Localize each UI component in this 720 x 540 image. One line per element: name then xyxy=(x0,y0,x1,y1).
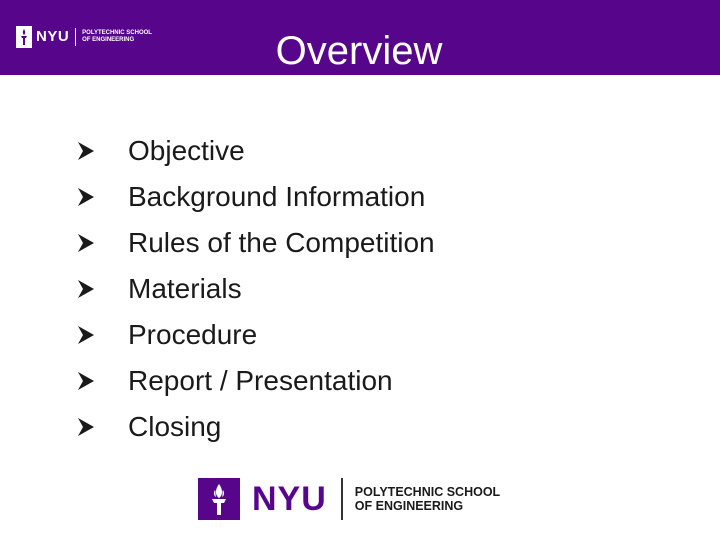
nyu-torch-icon xyxy=(198,478,240,520)
arrowhead-bullet-icon xyxy=(76,141,96,161)
header-logo-school-line1: POLYTECHNIC SCHOOL xyxy=(82,30,152,36)
bullet-label: Background Information xyxy=(128,181,426,212)
footer-logo-school-line1: POLYTECHNIC SCHOOL xyxy=(354,485,501,499)
bullet-label: Report / Presentation xyxy=(128,365,393,396)
bullet-item xyxy=(76,358,435,404)
arrowhead-bullet-icon xyxy=(76,279,96,299)
bullet-label: Materials xyxy=(128,273,242,304)
bullet-label: Objective xyxy=(128,135,245,166)
arrowhead-bullet-icon xyxy=(76,371,96,391)
arrowhead-bullet-icon xyxy=(76,233,96,253)
arrowhead-bullet-icon xyxy=(76,417,96,437)
bullet-list xyxy=(76,128,435,450)
footer-logo-school-line2: OF ENGINEERING xyxy=(354,499,464,513)
bullet-label: Rules of the Competition xyxy=(128,227,435,258)
bullet-label: Closing xyxy=(128,411,222,442)
header-logo-school-line2: OF ENGINEERING xyxy=(82,37,135,43)
footer-logo-divider xyxy=(341,478,343,520)
footer-logo xyxy=(198,478,525,520)
footer-logo-school xyxy=(355,485,525,513)
slide-title xyxy=(0,28,720,74)
bullet-item xyxy=(76,174,435,220)
arrowhead-bullet-icon xyxy=(76,187,96,207)
bullet-item xyxy=(76,128,435,174)
slide-title-text: Overview xyxy=(275,29,443,73)
header-bar xyxy=(0,0,720,75)
footer-logo-nyu: NYU xyxy=(252,480,327,518)
bullet-item xyxy=(76,220,435,266)
bullet-label: Procedure xyxy=(128,319,258,350)
header-logo-nyu: NYU xyxy=(36,28,76,46)
bullet-item xyxy=(76,266,435,312)
bullet-item xyxy=(76,404,435,450)
bullet-item xyxy=(76,312,435,358)
arrowhead-bullet-icon xyxy=(76,325,96,345)
